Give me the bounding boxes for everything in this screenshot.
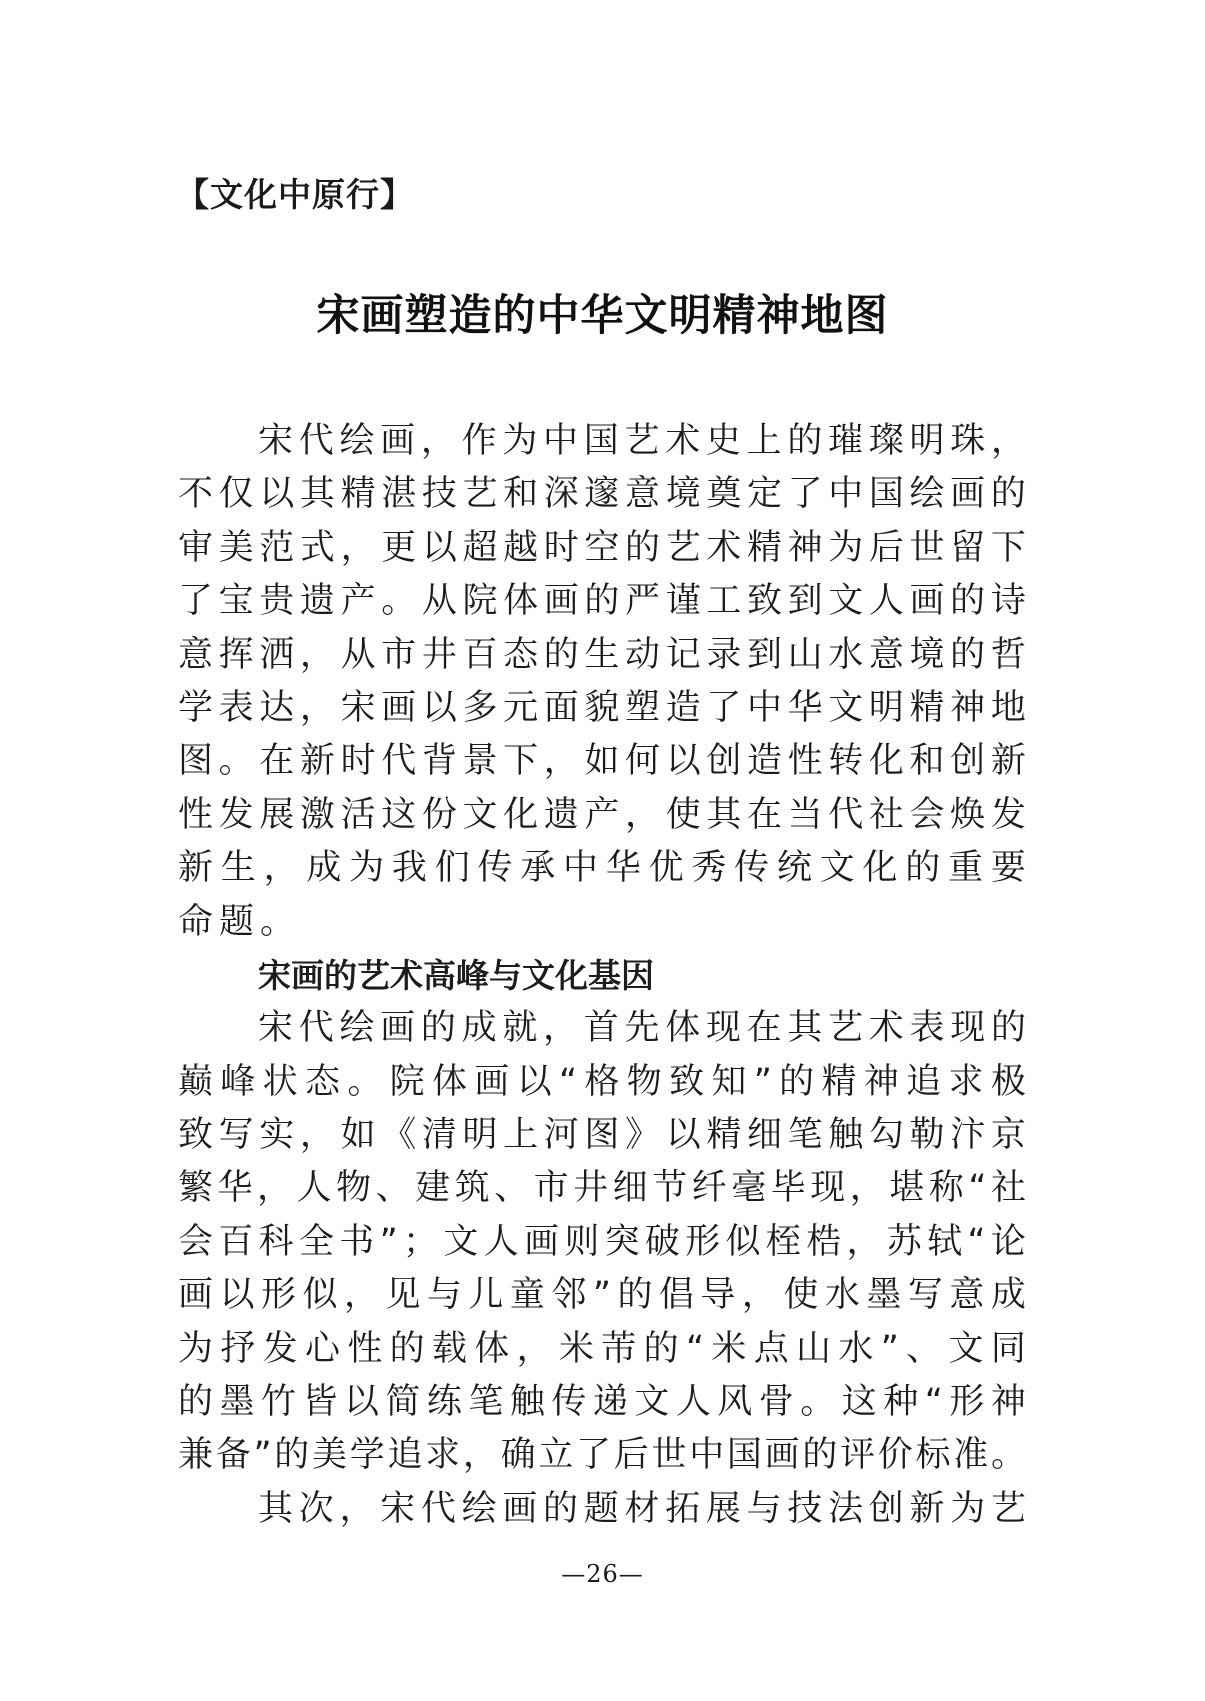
text-line: 巅 峰 状 态 。 院 体 画 以 “ 格 物 致 知 ” 的 精 神 追 求 极 [178,1061,1026,1102]
text-line: 新 生 ， 成 为 我 们 传 承 中 华 优 秀 传 统 文 化 的 重 要 [178,848,1026,889]
text-line: 宋 代 绘 画 的 成 就 ， 首 先 体 现 在 其 艺 术 表 现 的 [258,1008,1026,1049]
text-line: 致 写 实 ， 如 《 清 明 上 河 图 》 以 精 细 笔 触 勾 勒 汴 京 [178,1115,1026,1156]
text-line: 不 仅 以 其 精 湛 技 艺 和 深 邃 意 境 奠 定 了 中 国 绘 画 的 [178,474,1026,515]
text-line: 性 发 展 激 活 这 份 文 化 遗 产 ， 使 其 在 当 代 社 会 焕 发 [178,794,1026,835]
text-line: 宋 代 绘 画 ， 作 为 中 国 艺 术 史 上 的 璀 璨 明 珠 ， [258,421,1026,461]
text-line: 为 抒 发 心 性 的 载 体 ， 米 芾 的 “ 米 点 山 水 ” 、 文 同 [178,1328,1026,1369]
text-line: 审 美 范 式 ， 更 以 超 越 时 空 的 艺 术 精 神 为 后 世 留 下 [178,527,1026,568]
text-line: 的 墨 竹 皆 以 简 练 笔 触 传 递 文 人 风 骨 。 这 种 “ 形 神 [178,1382,1026,1423]
text-line: 会 百 科 全 书 ” ； 文 人 画 则 突 破 形 似 桎 梏 ， 苏 轼 “ 论 [178,1221,1026,1262]
text-line: 图 。 在 新 时 代 背 景 下 ， 如 何 以 创 造 性 转 化 和 创 新 [178,741,1026,782]
article-title: 宋画塑造的中华文明精神地图 [316,291,889,341]
text-line: 意 挥 洒 ， 从 市 井 百 态 的 生 动 记 录 到 山 水 意 境 的 哲 [178,634,1026,675]
text-line: 了 宝 贵 遗 产 。 从 院 体 画 的 严 谨 工 致 到 文 人 画 的 诗 [178,581,1026,622]
text-line: 兼 备 ” 的 美 学 追 求 ， 确 立 了 后 世 中 国 画 的 评 价 标 准 。 [178,1435,1026,1476]
text-line: 学 表 达 ， 宋 画 以 多 元 面 貌 塑 造 了 中 华 文 明 精 神 地 [178,687,1026,728]
text-line: 命题。 [178,901,302,942]
article-body [178,415,1026,1536]
text-line: 画 以 形 似 ， 见 与 儿 童 邻 ” 的 倡 导 ， 使 水 墨 写 意 成 [178,1275,1026,1316]
text-line: 其 次 ， 宋 代 绘 画 的 题 材 拓 展 与 技 法 创 新 为 艺 [258,1488,1026,1529]
page-number: —26— [561,1560,644,1588]
column-tag: 【文化中原行】 [176,175,414,214]
section-heading: 宋画的艺术高峰与文化基因 [258,955,654,995]
text-line: 繁 华 ， 人 物 、 建 筑 、 市 井 细 节 纤 毫 毕 现 ， 堪 称 “ 社 [178,1168,1026,1209]
